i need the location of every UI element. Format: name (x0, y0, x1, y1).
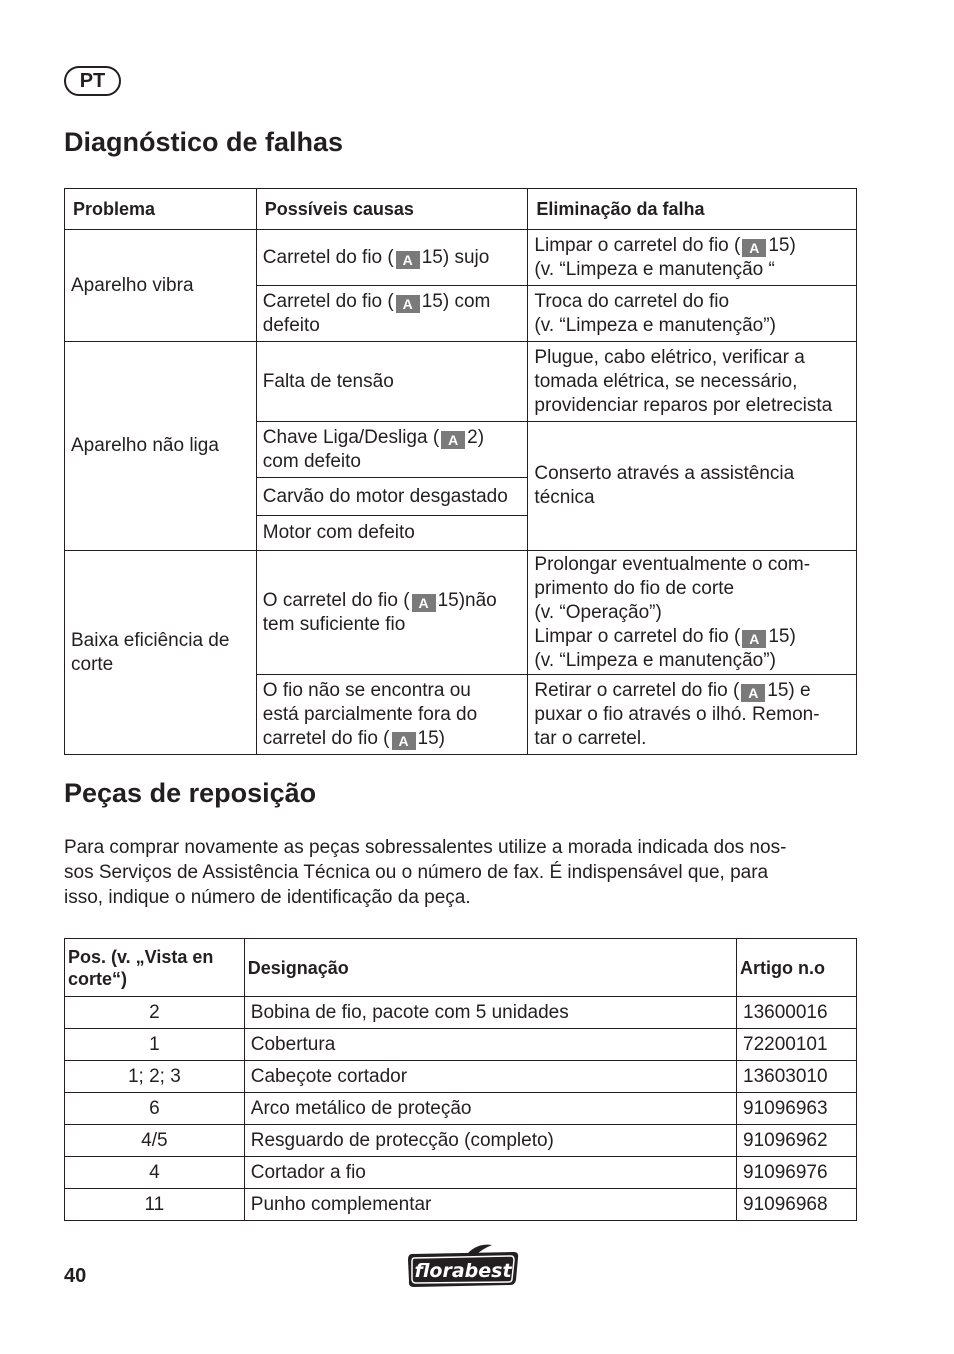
figure-a-icon: A (392, 732, 416, 750)
article-cell: 91096962 (737, 1125, 857, 1157)
language-badge (64, 66, 121, 96)
article-cell: 91096976 (737, 1157, 857, 1189)
table-row (65, 997, 857, 1029)
header-pos: Pos. (v. „Vista en corte“) (65, 939, 245, 997)
fix-cell: Prolongar eventualmente o com- primento do fio de corte (v. “Operação”) Limpar o carretel do fio ( A 15) (v. “Limpeza e manutenção”) (528, 551, 857, 675)
cause-cell: Chave Liga/Desliga ( A 2) com defeito (256, 422, 528, 478)
cause-cell: Motor com defeito (256, 516, 528, 551)
article-cell: 91096968 (737, 1189, 857, 1221)
intro-paragraph: Para comprar novamente as peças sobressalentes utilize a morada indicada dos nos- sos Serviços de Assistência Técnica ou o número de fax. É indispensável que, para isso, indique o número de identificação da peça. (64, 837, 787, 908)
fix-cell: Troca do carretel do fio (v. “Limpeza e manutenção”) (528, 286, 857, 342)
header-artigo: Artigo n.o (737, 939, 857, 997)
designation-cell: Cabeçote cortador (244, 1061, 736, 1093)
pos-cell: 4/5 (65, 1125, 245, 1157)
fix-cell: Retirar o carretel do fio ( A 15) e puxar o fio através o ilhó. Remon- tar o carretel. (528, 675, 857, 755)
figure-a-icon: A (742, 630, 766, 648)
designation-cell: Bobina de fio, pacote com 5 unidades (244, 997, 736, 1029)
cause-cell: O fio não se encontra ou está parcialmente fora do carretel do fio ( A 15) (256, 675, 528, 755)
fix-cell: Limpar o carretel do fio ( A 15) (v. “Limpeza e manutenção “ (528, 230, 857, 286)
pos-cell: 6 (65, 1093, 245, 1125)
figure-a-icon: A (742, 239, 766, 257)
florabest-logo (406, 1244, 520, 1290)
table-row (65, 1125, 857, 1157)
designation-cell: Resguardo de protecção (completo) (244, 1125, 736, 1157)
table-row (65, 1157, 857, 1189)
logo-text: florabest (414, 1260, 512, 1282)
figure-a-icon: A (396, 251, 420, 269)
pos-cell: 2 (65, 997, 245, 1029)
cause-cell: Carretel do fio ( A 15) com defeito (256, 286, 528, 342)
table-row (65, 230, 857, 286)
diagnostic-table (64, 188, 857, 755)
figure-a-icon: A (441, 431, 465, 449)
designation-cell: Cortador a fio (244, 1157, 736, 1189)
article-cell: 13600016 (737, 997, 857, 1029)
cause-cell: Carretel do fio ( A 15) sujo (256, 230, 528, 286)
section-title-diagnostico: Diagnóstico de falhas (64, 127, 344, 157)
parts-table (64, 938, 857, 1221)
table-row (65, 1029, 857, 1061)
header-causas: Possíveis causas (256, 189, 528, 230)
pos-cell: 1; 2; 3 (65, 1061, 245, 1093)
table-header-row (65, 189, 857, 230)
fix-cell: Conserto através a assistência técnica (528, 422, 857, 551)
pos-cell: 1 (65, 1029, 245, 1061)
table-row (65, 1093, 857, 1125)
figure-a-icon: A (396, 295, 420, 313)
header-designacao: Designação (244, 939, 736, 997)
figure-a-icon: A (741, 684, 765, 702)
table-row (65, 551, 857, 675)
cause-cell: Carvão do motor desgastado (256, 478, 528, 516)
table-row (65, 1189, 857, 1221)
page-number: 40 (64, 1265, 87, 1287)
pos-cell: 4 (65, 1157, 245, 1189)
problem-cell: Baixa eficiência de corte (65, 551, 257, 755)
fix-cell: Plugue, cabo elétrico, verificar a tomada elétrica, se necessário, providenciar reparos por eletrecista (528, 342, 857, 422)
article-cell: 72200101 (737, 1029, 857, 1061)
pos-cell: 11 (65, 1189, 245, 1221)
designation-cell: Punho complementar (244, 1189, 736, 1221)
language-code: PT (79, 69, 106, 92)
problem-cell: Aparelho não liga (65, 342, 257, 551)
cause-cell: Falta de tensão (256, 342, 528, 422)
section-title-pecas: Peças de reposição (64, 778, 317, 808)
table-row (65, 1061, 857, 1093)
designation-cell: Cobertura (244, 1029, 736, 1061)
article-cell: 13603010 (737, 1061, 857, 1093)
table-header-row (65, 939, 857, 997)
table-row (65, 342, 857, 422)
problem-cell: Aparelho vibra (65, 230, 257, 342)
article-cell: 91096963 (737, 1093, 857, 1125)
header-problema: Problema (65, 189, 257, 230)
cause-cell: O carretel do fio ( A 15)não tem suficiente fio (256, 551, 528, 675)
figure-a-icon: A (412, 594, 436, 612)
header-eliminacao: Eliminação da falha (528, 189, 857, 230)
designation-cell: Arco metálico de proteção (244, 1093, 736, 1125)
